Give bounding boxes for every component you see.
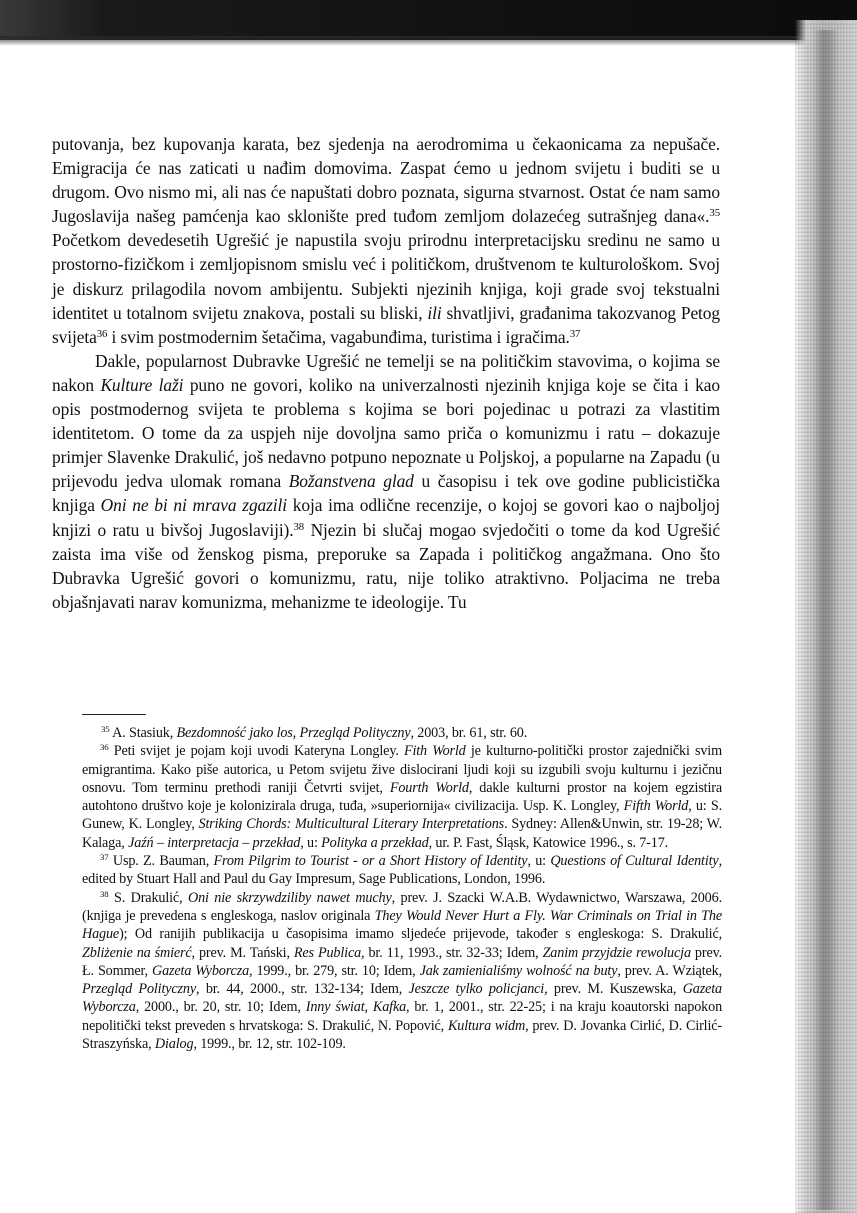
footnote-marker: 38 <box>293 520 305 533</box>
footnote-marker: 38 <box>100 888 109 899</box>
italic-title: From Pilgrim to Tourist - or a Short History of Identity <box>213 853 528 870</box>
italic-title: Bezdomność jako los, Przegląd Polityczny <box>176 725 411 741</box>
text-run: i svim postmodernim šetačima, vagabunđima, turistima i igračima. <box>107 326 570 347</box>
paragraph <box>52 132 720 349</box>
text-run: , br. 1, 2001., str. 22-25; i na kraju koautorski napokon nepolitički tekst preveden s hrvatskoga: S. Drakulić, N. Popović, <box>82 999 723 1034</box>
italic-title: Zanim przyjdzie rewolucja <box>542 944 691 961</box>
footnote-marker: 35 <box>101 724 110 735</box>
text-run: u časopisu i tek ove godine publicistička knjiga <box>52 471 721 516</box>
text-run: ); Od ranijih publikacija u časopisima imamo sljedeće prijevode, također s engleskoga: S. Drakulić, <box>119 926 722 943</box>
italic-title: They Would Never Hurt a Fly. War Criminals on Trial in The Hague <box>82 907 722 943</box>
italic-title: Inny świat, Kafka <box>305 999 407 1016</box>
italic-title: Questions of Cultural Identity <box>550 853 719 870</box>
scan-top-shadow <box>0 0 857 40</box>
italic-title: Striking Chords: Multicultural Literary Interpretations <box>198 816 505 833</box>
footnote-37 <box>82 852 722 889</box>
text-run: Dakle, popularnost Dubravke Ugrešić ne temelji se na političkim stavovima, o kojima se nakon <box>52 350 720 395</box>
italic-title: Polityka a przekład <box>321 834 429 851</box>
paragraph <box>52 349 720 614</box>
footnote-marker: 37 <box>569 327 581 340</box>
italic-title: ili <box>427 302 442 323</box>
text-run: , prev. J. Szacki W.A.B. Wydawnictwo, Warszawa, 2006. (knjiga je prevedena s engleskoga, naslov originala <box>82 889 722 924</box>
text-run: , prev. D. Jovanka Cirlić, D. Cirlić-Straszyńska, <box>82 1017 722 1053</box>
italic-title: Res Publica <box>293 944 362 961</box>
text-run: , 2003, br. 61, str. 60. <box>410 725 528 741</box>
footnote-divider <box>82 714 146 715</box>
footnote-36 <box>82 742 722 852</box>
text-run: shvatljivi, građanima takozvanog Petog svijeta <box>52 302 720 347</box>
text-run: , ur. P. Fast, Śląsk, Katowice 1996., s. 7-17. <box>428 834 669 851</box>
footnotes <box>82 724 722 1053</box>
footnote-marker: 36 <box>100 742 109 753</box>
italic-title: Jak zamienialiśmy wolność na buty <box>419 962 618 979</box>
body-text <box>52 132 720 614</box>
text-run: putovanja, bez kupovanja karata, bez sjedenja na aerodromima u čekaonicama za nepušače. Emigracija će nas zaticati u nađim domovima. Zaspat ćemo u jednom svijetu i buditi se u drugom. Ovo nismo mi, ali nas će napuštati dobro poznata, sigurna stvarnost. Ostat će nam samo Jugoslavija našeg pamćenja kao sklonište pred tuđom zemljom dolazećeg sutrašnjeg dana«. <box>52 134 720 227</box>
text-run: Njezin bi slučaj mogao svjedočiti o tome da kod Ugrešić zaista ima više od ženskog pisma, preporuke sa Zapada i političkog angažmana. Ono što Dubravka Ugrešić govori o komunizmu, ratu, nije toliko atraktivno. Poljacima ne treba objašnjavati narav komunizma, mehanizme te ideologije. Tu <box>52 519 720 612</box>
text-run: S. Drakulić, <box>108 889 188 906</box>
footnote-marker: 37 <box>100 852 109 863</box>
italic-title: Kulture laži <box>100 374 184 395</box>
text-run: A. Stasiuk, <box>109 725 177 741</box>
italic-title: Oni ne bi ni mrava zgazili <box>100 495 287 516</box>
text-run: , 1999., br. 279, str. 10; Idem, <box>249 962 420 979</box>
italic-title: Dialog <box>154 1036 194 1053</box>
text-run: je kulturno-politički prostor zajednički svim emigrantima. Kako piše autorica, u Petom svijetu žive dislocirani ljudi koji su izgubili svoju kulturnu i jezičnu osnovu. Tom terminu prethodi raniji Četvrti svijet, <box>82 743 722 796</box>
text-run: , u: <box>300 834 322 851</box>
text-run: prev. Ł. Sommer, <box>82 944 723 979</box>
footnote-38 <box>82 889 722 1054</box>
text-run: , u: S. Gunew, K. Longley, <box>82 798 722 833</box>
text-run: , prev. A. Wziątek, <box>617 962 722 979</box>
text-run: puno ne govori, koliko na univerzalnosti njezinih knjiga koje se čita i kao opis postmodernog svijeta te problema s kojima se bori pojedinac u potrazi za vlastitim identitetom. O tome da za uspjeh nije dovoljna samo priča o komunizmu i ratu – dokazuje primjer Slavenke Drakulić, još nedavno potpuno nepoznate u Poljskoj, a popularne na Zapadu (u prijevodu jedva ulomak romana <box>52 374 720 492</box>
italic-title: Fith World <box>403 743 466 760</box>
footnote-marker: 35 <box>709 207 720 220</box>
text-run: , prev. M. Tański, <box>191 944 294 961</box>
text-run: , 2000., br. 20, str. 10; Idem, <box>135 999 306 1016</box>
text-run: , br. 44, 2000., str. 132-134; Idem, <box>196 981 409 998</box>
scan-top-edge <box>0 36 857 46</box>
text-run: Usp. Z. Bauman, <box>108 853 214 870</box>
italic-title: Przegląd Polityczny <box>82 981 197 998</box>
italic-title: Gazeta Wyborcza <box>82 981 722 1016</box>
text-run: , prev. M. Kuszewska, <box>544 981 683 998</box>
italic-title: Oni nie skrzywdziliby nawet muchy <box>187 889 392 906</box>
italic-title: Kultura widm <box>447 1017 526 1034</box>
footnote-35 <box>82 724 722 742</box>
text-run: , 1999., br. 12, str. 102-109. <box>193 1036 346 1053</box>
italic-title: Jaźń – interpretacja – przekład <box>128 834 301 851</box>
italic-title: Zbliżenie na śmierć <box>82 944 192 961</box>
text-run: Početkom devedesetih Ugrešić je napustila svoju prirodnu interpretacijsku sredinu ne samo u prostorno-fizičkom i zemljopisnom smislu već i političkom, društvenom te kulturološkom. Svoj je diskurz prilagodila novom ambijentu. Subjekti njezinih knjiga, koji grade svoj tekstualni identitet u totalnom svijetu znakova, postali su bliski, <box>52 230 720 323</box>
italic-title: Fifth World <box>623 798 689 815</box>
italic-title: Gazeta Wyborcza <box>151 962 250 979</box>
text-run: Peti svijet je pojam koji uvodi Kateryna Longley. <box>108 743 404 760</box>
text-run: , br. 11, 1993., str. 32-33; Idem, <box>361 944 543 961</box>
text-run: , edited by Stuart Hall and Paul du Gay Impresum, Sage Publications, London, 1996. <box>82 853 722 888</box>
footnote-marker: 36 <box>96 327 108 340</box>
italic-title: Božanstvena glad <box>288 471 414 492</box>
italic-title: Jeszcze tylko policjanci <box>408 981 545 998</box>
scan-binding-shadow <box>813 30 839 1210</box>
text-run: , u: <box>527 853 551 870</box>
italic-title: Fourth World <box>389 779 469 796</box>
text-run: . Sydney: Allen&Unwin, str. 19-28; W. Kalaga, <box>82 816 723 851</box>
text-run: , dakle kulturni prostor na kojem egzistira autohtono društvo koje je kolonizirala druga, tuđa, »superiornija« civilizacija. Usp. K. Longley, <box>82 779 722 815</box>
text-run: koja ima odlične recenzije, o kojoj se govori kao o najboljoj knjizi o ratu u bivšoj Jugoslaviji). <box>52 495 720 540</box>
